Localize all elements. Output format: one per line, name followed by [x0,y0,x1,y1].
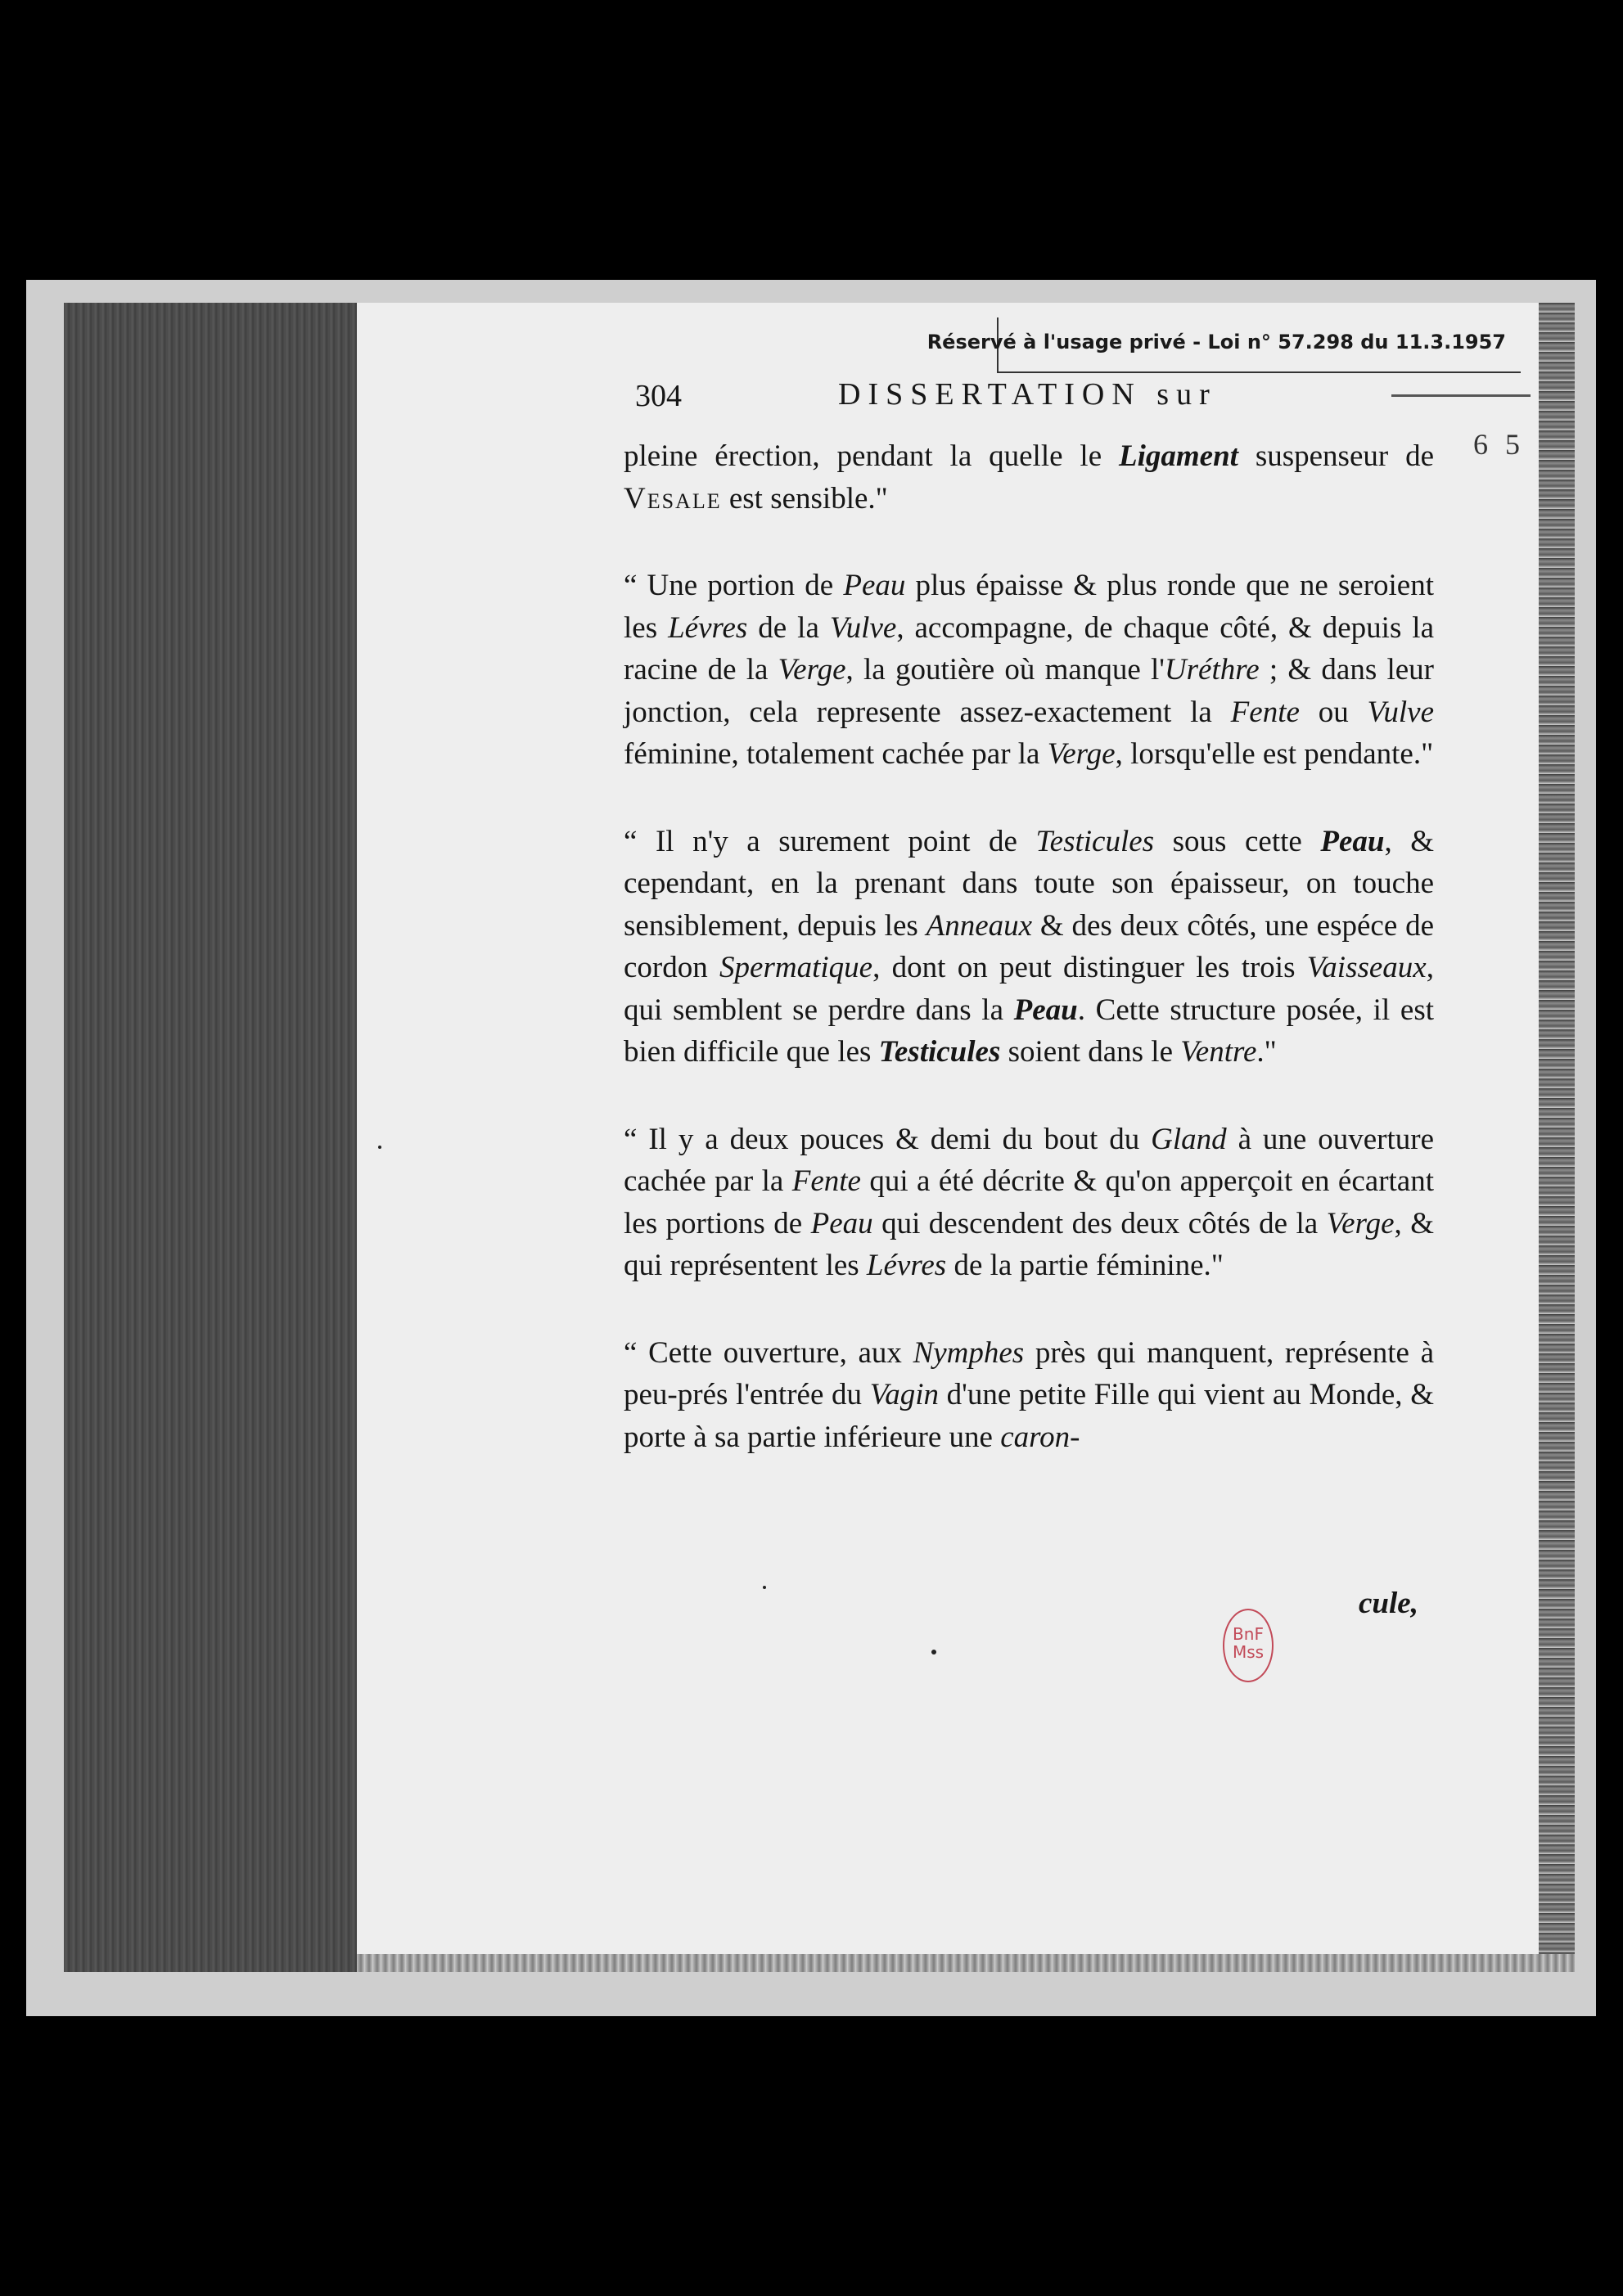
usage-stamp [926,317,1521,373]
italic-term: Testicules [1035,824,1155,858]
paragraph [624,435,1434,520]
text-run: ; & dans leur jonction, cela represente assez-exactement la [624,653,1435,729]
text-run: , accompagne, de chaque côté, & depuis la racine de la [624,610,1435,687]
italic-term: Gland [1151,1122,1227,1156]
text-run: qui descendent des deux côtés de la [872,1206,1327,1240]
italic-term: Vulve [829,610,897,645]
text-run: est sensible." [721,481,888,515]
text-run: “ Il y a deux pouces & demi du bout du [624,1122,1152,1156]
folio-number: 6 5 [1473,428,1525,461]
text-run: “ Il n'y a surement point de [624,824,1036,858]
text-run: sous cette [1154,824,1321,858]
text-run: de la [747,610,830,645]
ink-speck [378,1146,381,1149]
text-run: ." [1256,1035,1277,1069]
italic-term: Vagin [869,1378,939,1411]
italic-term: Peau [810,1206,873,1240]
italic-term: Lévres [866,1249,947,1282]
text-run: féminine, totalement cachée par la [624,737,1048,771]
text-run: suspenseur de [1238,439,1434,473]
text-run: ou [1299,695,1368,729]
page-number: 304 [635,379,682,413]
text-run: , & qui représentent les [624,1206,1434,1282]
page-edge-shadow [1539,303,1575,1972]
text-run: . Cette structure posée, il est bien difficile que les [624,993,1434,1069]
ink-speck [763,1586,766,1589]
book-spine [64,303,362,1972]
italic-term: Peau [1013,993,1078,1027]
italic-term: Anneaux [926,908,1033,943]
italic-term: Ligament [1119,439,1238,473]
italic-term: caron- [1000,1420,1080,1454]
header-rule [1391,394,1531,397]
text-run: , la goutière où manque l' [845,653,1165,687]
text-run: près qui manquent, représente à peu-prés l'entrée du [624,1335,1434,1411]
italic-term: Uréthre [1164,653,1260,687]
running-title: DISSERTATION sur [838,377,1217,412]
text-run: pleine érection, pendant la quelle le [624,439,1119,473]
italic-term: Lévres [668,610,748,645]
paragraph [624,565,1434,776]
paragraph [624,1332,1434,1459]
text-run: “ Une portion de [624,569,844,602]
library-stamp-line: Mss [1232,1642,1265,1662]
text-run: soient dans le [1000,1035,1181,1069]
paragraph [624,1119,1434,1287]
page-bottom-edge [357,1954,1575,1972]
text-run: à une ouverture cachée par la [624,1122,1434,1198]
catchword: cule, [1359,1587,1418,1620]
small-caps-name: Vesale [624,481,722,515]
italic-term: Verge [1047,737,1116,771]
body-text [624,435,1434,1458]
text-run: , lorsqu'elle est pendante." [1115,737,1434,771]
text-run: , & cependant, en la prenant dans toute son épaisseur, on touche sensiblement, depuis les [624,824,1435,943]
italic-term: Vulve [1367,695,1435,729]
italic-term: Ventre [1180,1035,1257,1069]
ink-speck [931,1650,936,1654]
text-run: d'une petite Fille qui vient au Monde, & porte à sa partie inférieure une [624,1378,1434,1454]
italic-term: Verge [778,653,846,687]
italic-term: Testicules [878,1035,1001,1069]
usage-stamp-text: Réservé à l'usage privé - Loi n° 57.298 du 11.3.1957 [926,331,1506,353]
italic-term: Fente [1230,695,1300,729]
italic-term: Nymphes [913,1335,1025,1370]
italic-term: Vaisseaux [1306,951,1427,984]
paragraph [624,821,1434,1074]
library-stamp-line: BnF [1233,1624,1264,1644]
text-run: de la partie féminine." [946,1249,1224,1282]
text-run: “ Cette ouverture, aux [624,1335,913,1370]
text-run: qui a été décrite & qu'on apperçoit en écartant les portions de [624,1164,1434,1240]
text-run: , dont on peut distinguer les trois [872,951,1307,984]
text-run: , qui semblent se perdre dans la [624,951,1434,1027]
text-run: & des deux côtés, une espéce de cordon [624,908,1434,984]
text-run: plus épaisse & plus ronde que ne seroient les [624,569,1434,645]
italic-term: Verge [1326,1206,1395,1240]
italic-term: Peau [1320,824,1385,858]
library-stamp [1223,1609,1274,1682]
italic-term: Spermatique [719,951,873,984]
italic-term: Peau [843,569,906,602]
italic-term: Fente [791,1164,861,1198]
